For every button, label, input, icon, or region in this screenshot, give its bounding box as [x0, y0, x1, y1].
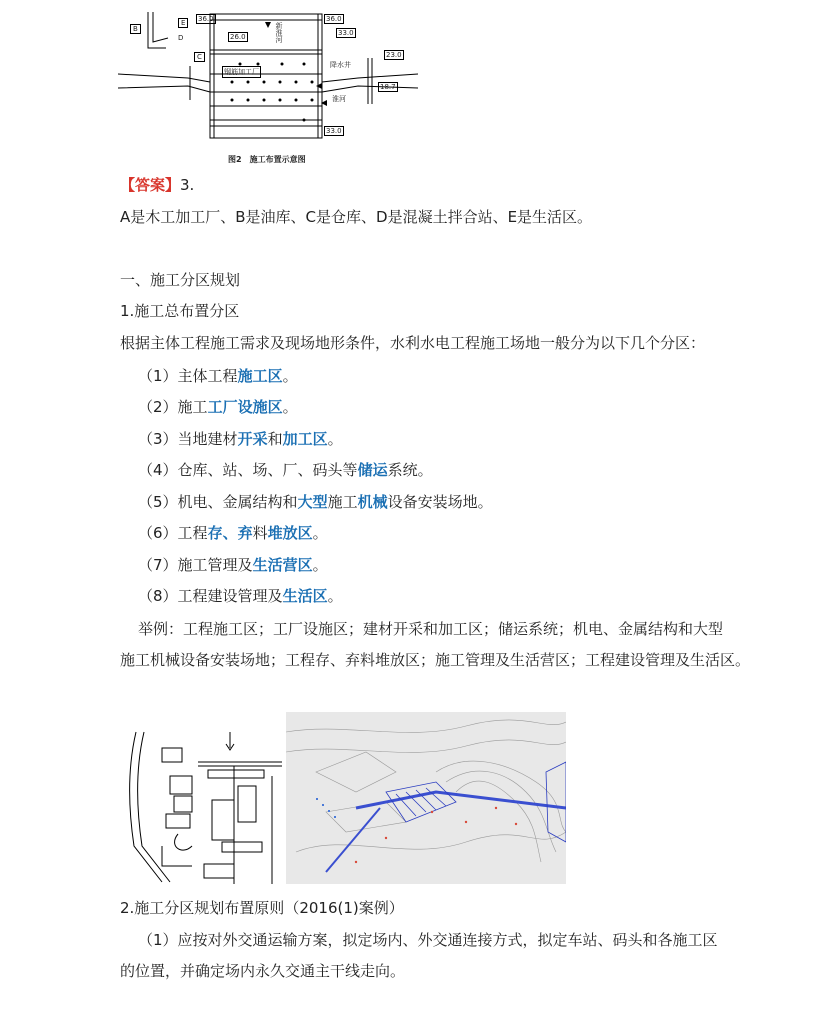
list-item: （2）施工工厂设施区。	[138, 398, 298, 416]
fig1-elev-18: 18.7	[380, 83, 396, 91]
fig1-xinhuai-river: 新淮河	[275, 22, 283, 43]
fig1-elev-23: 23.0	[386, 51, 402, 59]
fig1-elev-36a: 36.0	[198, 15, 214, 23]
fig1-label-c: C	[194, 52, 205, 62]
fig1-label-d: D	[178, 34, 184, 42]
list-item: （4）仓库、站、场、厂、码头等储运系统。	[138, 461, 433, 479]
fig1-elev-26: 26.0	[230, 33, 246, 41]
list-item: （5）机电、金属结构和大型施工机械设备安装场地。	[138, 493, 493, 511]
dam-cad-figure	[286, 712, 566, 884]
answer-number: 3.	[180, 176, 195, 194]
example-line-1: 举例：工程施工区；工厂设施区；建材开采和加工区；储运系统；机电、金属结构和大型	[138, 620, 724, 638]
fig1-rebar-yard: 钢筋加工厂	[224, 68, 259, 76]
rule1-line-1: （1）应按对外交通运输方案，拟定场内、外交通连接方式，拟定车站、码头和各施工区	[138, 931, 718, 949]
list-item: （6）工程存、弃料堆放区。	[138, 524, 328, 542]
fig1-elev-33a: 33.0	[338, 29, 354, 37]
answer-tag: 【答案】	[120, 176, 181, 194]
site-plan-figure	[122, 726, 282, 884]
fig1-elev-36b: 36.0	[326, 15, 342, 23]
answer-text: A是木工加工厂、B是油库、C是仓库、D是混凝土拌合站、E是生活区。	[120, 208, 593, 226]
list-item: （1）主体工程施工区。	[138, 367, 298, 385]
subheading-2: 2.施工分区规划布置原则（2016(1)案例）	[120, 899, 404, 917]
fig1-label-b: B	[130, 24, 141, 34]
example-line-2: 施工机械设备安装场地；工程存、弃料堆放区；施工管理及生活营区；工程建设管理及生活区。	[120, 651, 751, 669]
section-heading: 一、施工分区规划	[120, 271, 241, 289]
construction-layout-figure	[118, 8, 418, 168]
answer-line	[120, 175, 194, 195]
fig1-huai-river: 淮河	[332, 95, 346, 103]
rule1-line-2: 的位置，并确定场内永久交通主干线走向。	[120, 962, 406, 980]
subheading-1: 1.施工总布置分区	[120, 302, 240, 320]
fig1-dewatering-well: 降水井	[330, 61, 351, 69]
list-item: （3）当地建材开采和加工区。	[138, 430, 343, 448]
list-item: （7）施工管理及生活营区。	[138, 556, 328, 574]
fig1-elev-33b: 33.0	[326, 127, 342, 135]
fig1-caption: 图2 施工布置示意图	[228, 155, 306, 164]
fig1-label-e: E	[178, 18, 188, 28]
list-item: （8）工程建设管理及生活区。	[138, 587, 343, 605]
intro-text: 根据主体工程施工需求及现场地形条件，水利水电工程施工场地一般分为以下几个分区：	[120, 334, 706, 352]
